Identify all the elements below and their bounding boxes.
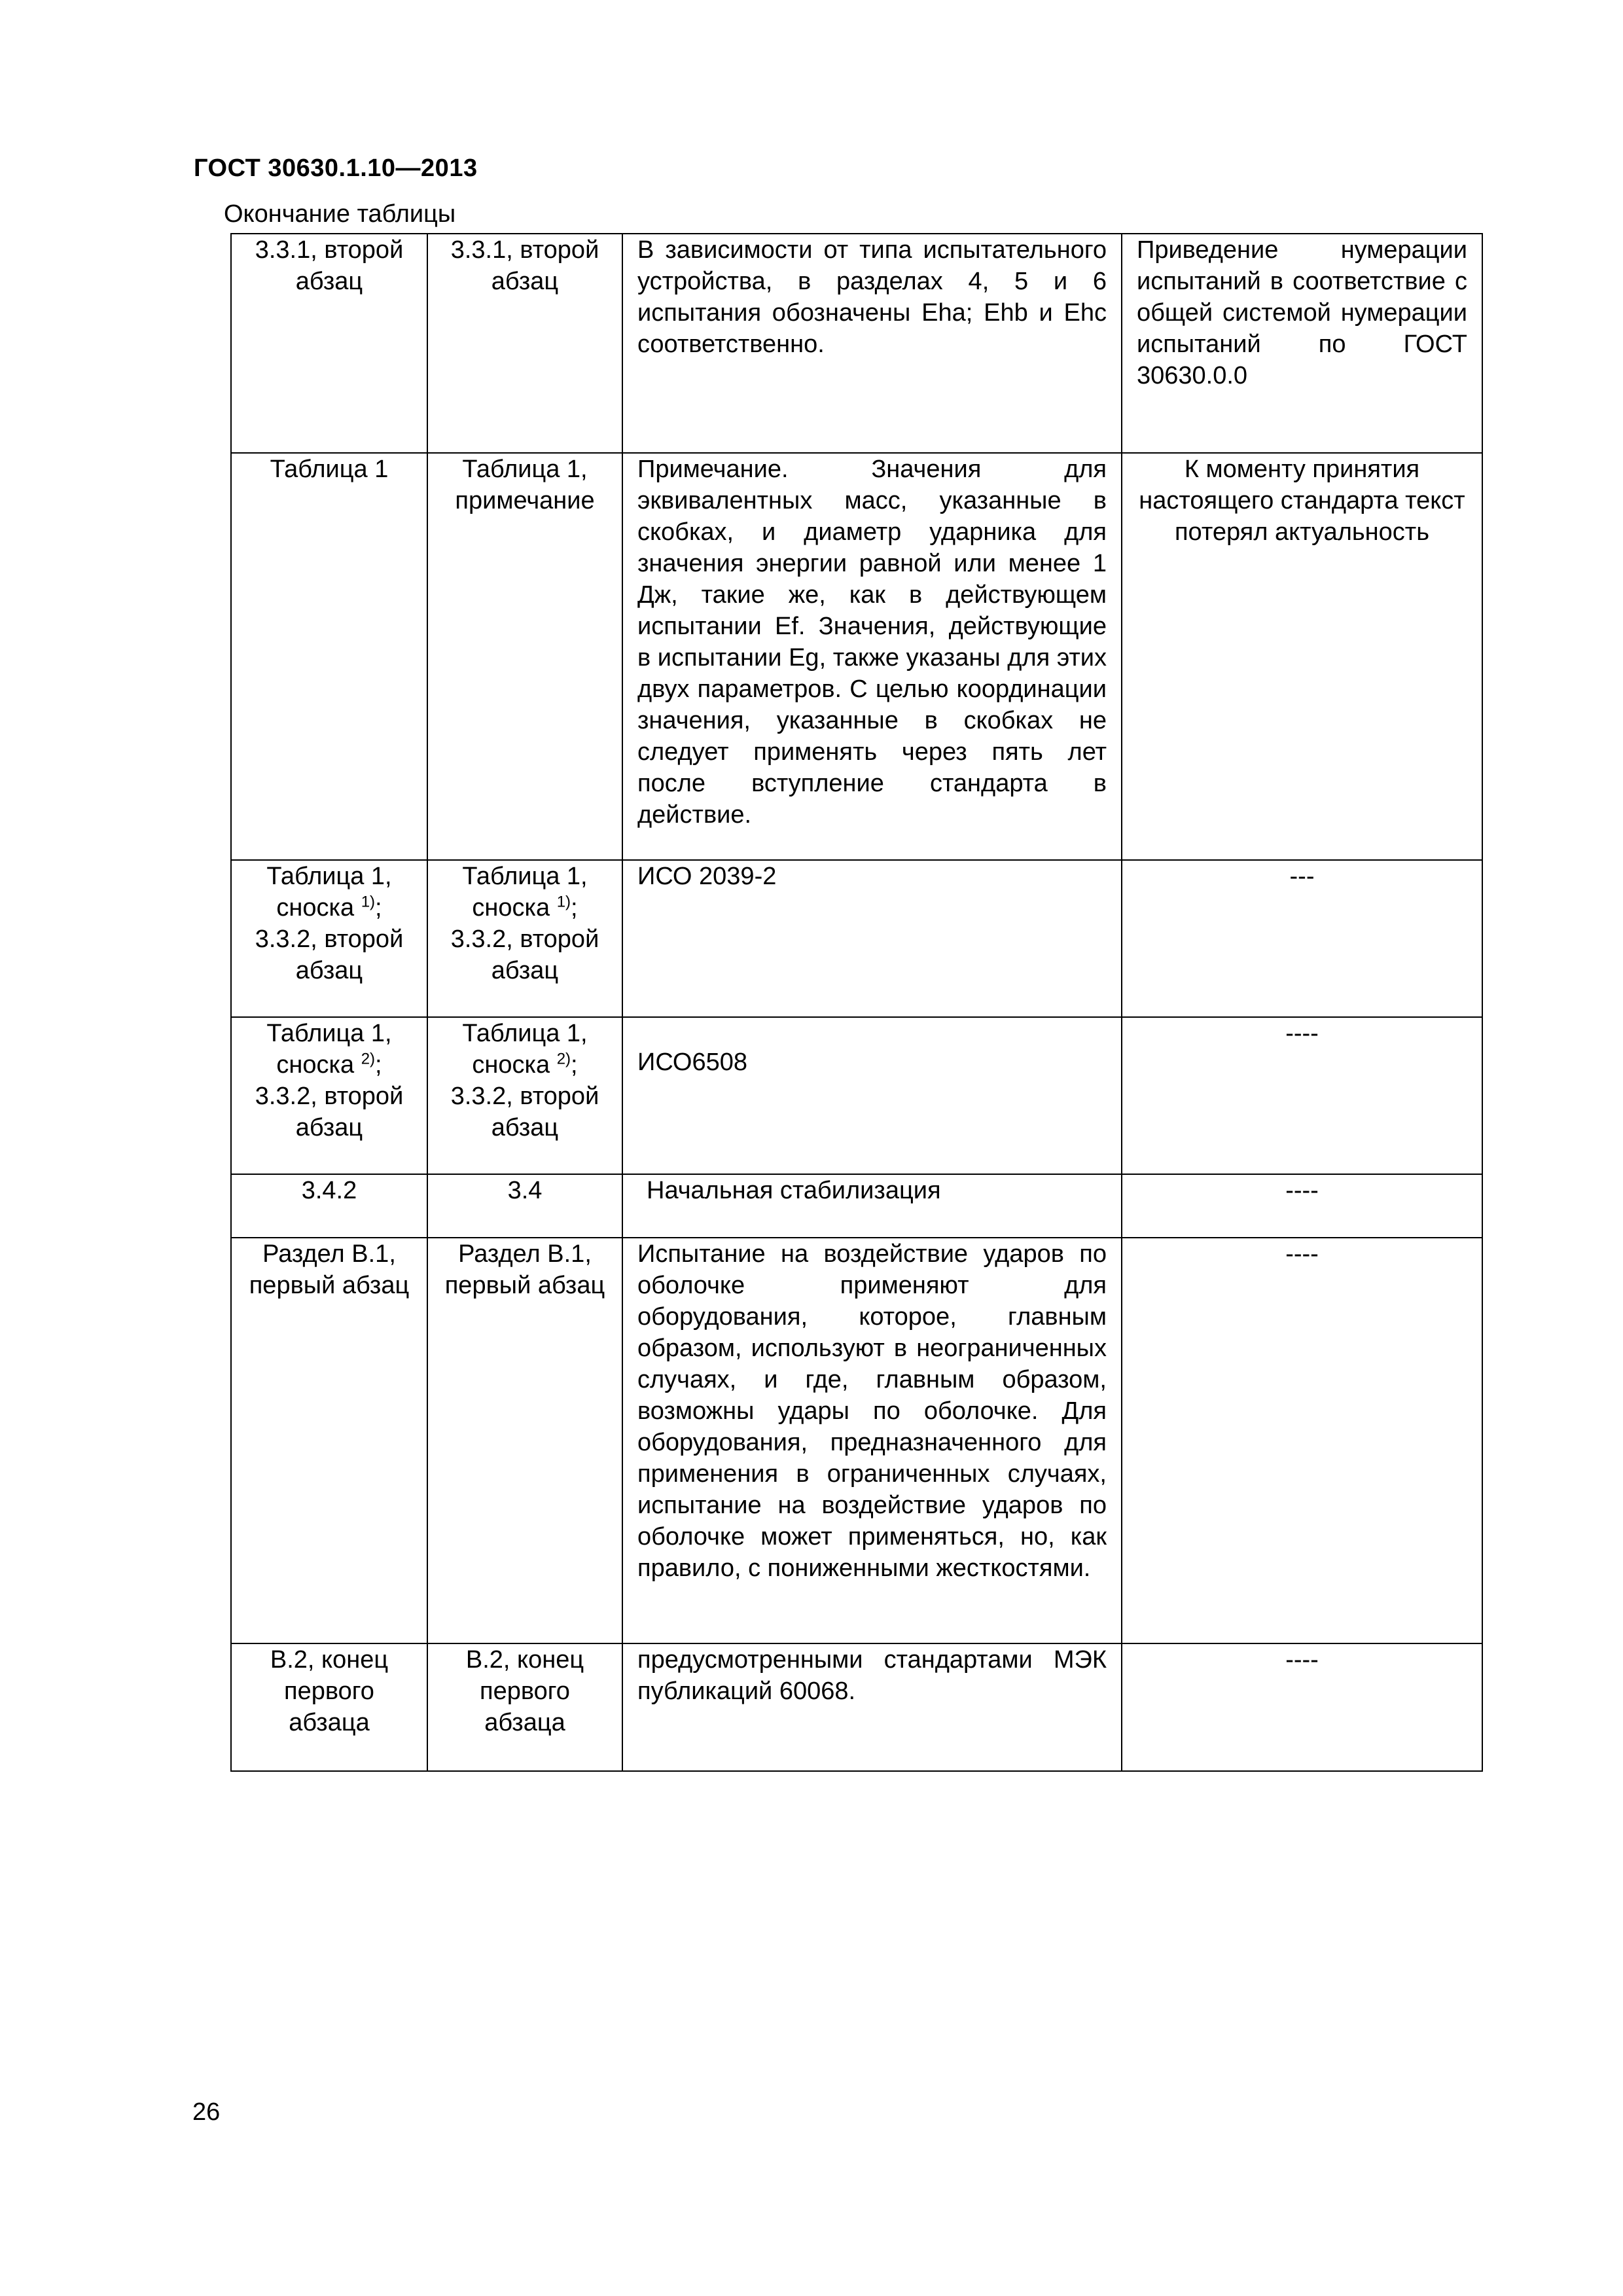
ref-label: сноска <box>276 894 355 922</box>
ref-label: Таблица 1, <box>266 1020 392 1047</box>
table-caption: Окончание таблицы <box>224 200 456 228</box>
row6-col1: Раздел В.1, первый абзац <box>231 1238 427 1643</box>
row6-col4: ---- <box>1122 1238 1482 1643</box>
row3-col3: ИСО 2039-2 <box>622 860 1122 1017</box>
row3-col2 <box>427 860 622 1017</box>
ref-label: ; <box>571 1051 578 1079</box>
ref-label: ; <box>375 894 382 922</box>
table-row <box>231 1643 1482 1771</box>
row2-col2: Таблица 1, примечание <box>427 453 622 860</box>
row3-col4: --- <box>1122 860 1482 1017</box>
ref-label: сноска <box>472 1051 550 1079</box>
table-row <box>231 1017 1482 1174</box>
row5-col2: 3.4 <box>427 1174 622 1238</box>
row4-col1 <box>231 1017 427 1174</box>
row6-col3: Испытание на воздействие ударов по оболочке применяют для оборудования, которое, главным образом, используют в неограниченных случаях, и где, главным образом, возможны удары по оболочке. Для оборудования, предназначенного для применения в ограниченных случаях, испытание на воздействие ударов по оболочке может применяться, но, как правило, с пониженными жесткостями. <box>622 1238 1122 1643</box>
footnote-marker: 2) <box>361 1050 376 1068</box>
footnote-marker: 2) <box>556 1050 571 1068</box>
row1-col2: 3.3.1, второй абзац <box>427 234 622 453</box>
row4-col2 <box>427 1017 622 1174</box>
row7-col1: В.2, конец первого абзаца <box>231 1643 427 1771</box>
page-number: 26 <box>192 2098 221 2126</box>
ref-label: Таблица 1, <box>266 863 392 890</box>
row5-col1: 3.4.2 <box>231 1174 427 1238</box>
row7-col3: предусмотренными стандартами МЭК публикаций 60068. <box>622 1643 1122 1771</box>
row5-col4: ---- <box>1122 1174 1482 1238</box>
table-row <box>231 234 1482 453</box>
ref-label: 3.3.2, второй абзац <box>255 925 404 984</box>
ref-label: сноска <box>472 894 550 922</box>
row2-col3: Примечание. Значения для эквивалентных масс, указанные в скобках, и диаметр ударника для значения энергии равной или менее 1 Дж, такие же, как в действующем испытании Ef. Значения, действующие в испытании Eg, также указаны для этих двух параметров. С целью координации значения, указанные в скобках не следует применять через пять лет после вступление стандарта в действие. <box>622 453 1122 860</box>
table-row <box>231 1174 1482 1238</box>
footnote-marker: 1) <box>556 893 571 911</box>
row4-col3: ИСО6508 <box>622 1017 1122 1174</box>
row1-col3: В зависимости от типа испытательного устройства, в разделах 4, 5 и 6 испытания обозначены Eha; Ehb и Ehc соответственно. <box>622 234 1122 453</box>
table-row <box>231 453 1482 860</box>
ref-label: 3.3.2, второй абзац <box>450 925 599 984</box>
ref-label: Таблица 1, <box>462 863 588 890</box>
comparison-table <box>230 233 1483 1772</box>
table-row <box>231 1238 1482 1643</box>
document-header: ГОСТ 30630.1.10—2013 <box>194 154 478 182</box>
ref-label: ; <box>571 894 578 922</box>
ref-label: 3.3.2, второй абзац <box>450 1083 599 1141</box>
row4-col4: ---- <box>1122 1017 1482 1174</box>
row1-col1: 3.3.1, второй абзац <box>231 234 427 453</box>
ref-label: ; <box>375 1051 382 1079</box>
ref-label: 3.3.2, второй абзац <box>255 1083 404 1141</box>
row1-col4: Приведение нумерации испытаний в соответствие с общей системой нумерации испытаний по ГОСТ 30630.0.0 <box>1122 234 1482 453</box>
row6-col2: Раздел В.1, первый абзац <box>427 1238 622 1643</box>
row7-col2: В.2, конец первого абзаца <box>427 1643 622 1771</box>
table-row <box>231 860 1482 1017</box>
ref-label: сноска <box>276 1051 355 1079</box>
row2-col4: К моменту принятия настоящего стандарта текст потерял актуальность <box>1122 453 1482 860</box>
row3-col1 <box>231 860 427 1017</box>
row2-col1: Таблица 1 <box>231 453 427 860</box>
ref-label: Таблица 1, <box>462 1020 588 1047</box>
row5-col3: Начальная стабилизация <box>622 1174 1122 1238</box>
footnote-marker: 1) <box>361 893 376 911</box>
row7-col4: ---- <box>1122 1643 1482 1771</box>
